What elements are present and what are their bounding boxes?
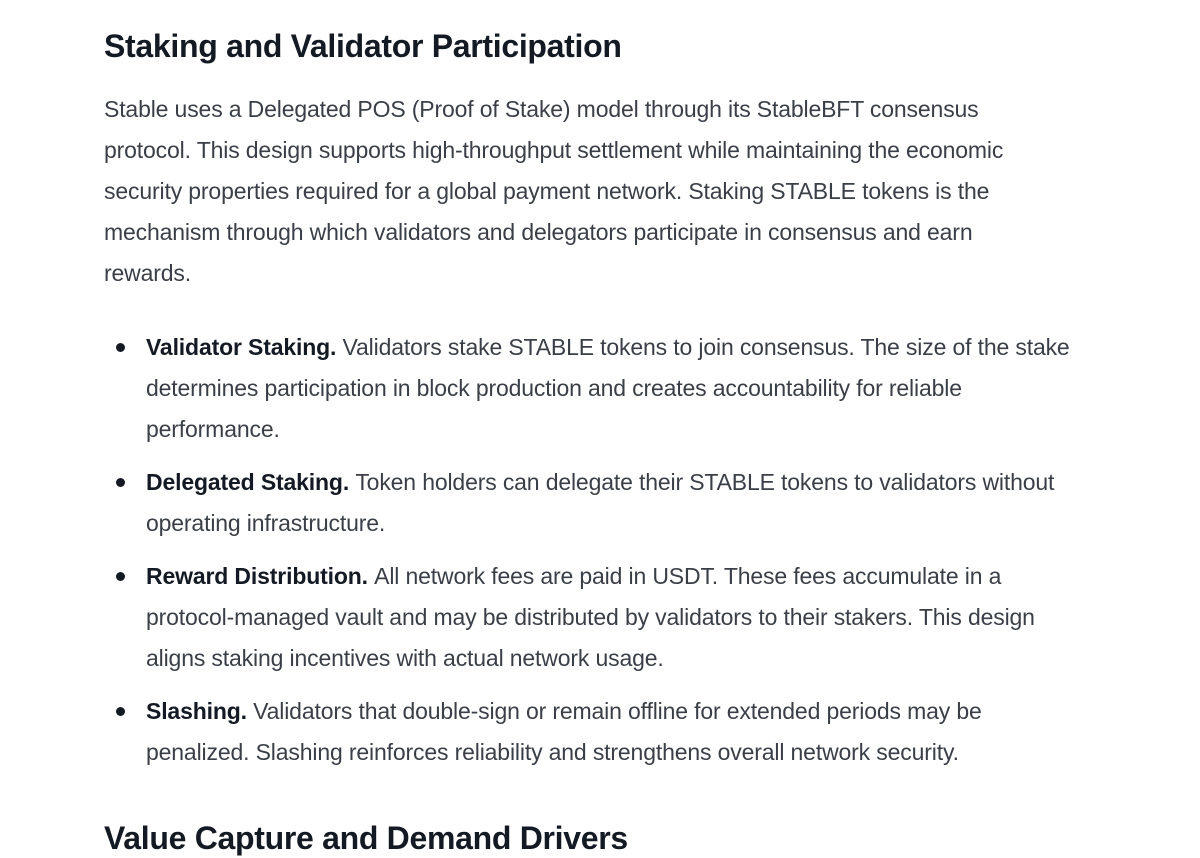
list-item-text: Validators that double-sign or remain offline for extended periods may be penalized. Slashing reinforces reliability and strengthens overall network security. [146,698,982,765]
list-item-text: Validators stake STABLE tokens to join consensus. The size of the stake determines participation in block production and creates accountability for reliable performance. [146,334,1070,442]
next-section-heading: Value Capture and Demand Drivers [104,820,628,856]
bullet-icon [116,478,125,487]
list-item-term: Slashing. [146,698,254,724]
list-item-reward-distribution [104,556,1074,679]
bullet-icon [116,707,125,716]
list-item-slashing [104,691,1074,773]
bullet-icon [116,572,125,581]
section-heading: Staking and Validator Participation [104,28,622,64]
list-item-term: Validator Staking. [146,334,343,360]
list-item-text: All network fees are paid in USDT. These fees accumulate in a protocol-managed vault and may be distributed by validators to their stakers. This design aligns staking incentives with actual network usage. [146,563,1035,671]
list-item-term: Reward Distribution. [146,563,375,589]
list-item-delegated-staking [104,462,1074,544]
bullet-list [104,327,1074,785]
list-item-term: Delegated Staking. [146,469,356,495]
intro-paragraph: Stable uses a Delegated POS (Proof of Stake) model through its StableBFT consensus protocol. This design supports high-throughput settlement while maintaining the economic security properties required for a global payment network. Staking STABLE tokens is the mechanism through which validators and delegators participate in consensus and earn rewards. [104,96,1004,286]
bullet-icon [116,343,125,352]
list-item-text: Token holders can delegate their STABLE tokens to validators without operating infrastructure. [146,469,1055,536]
list-item-validator-staking [104,327,1074,450]
